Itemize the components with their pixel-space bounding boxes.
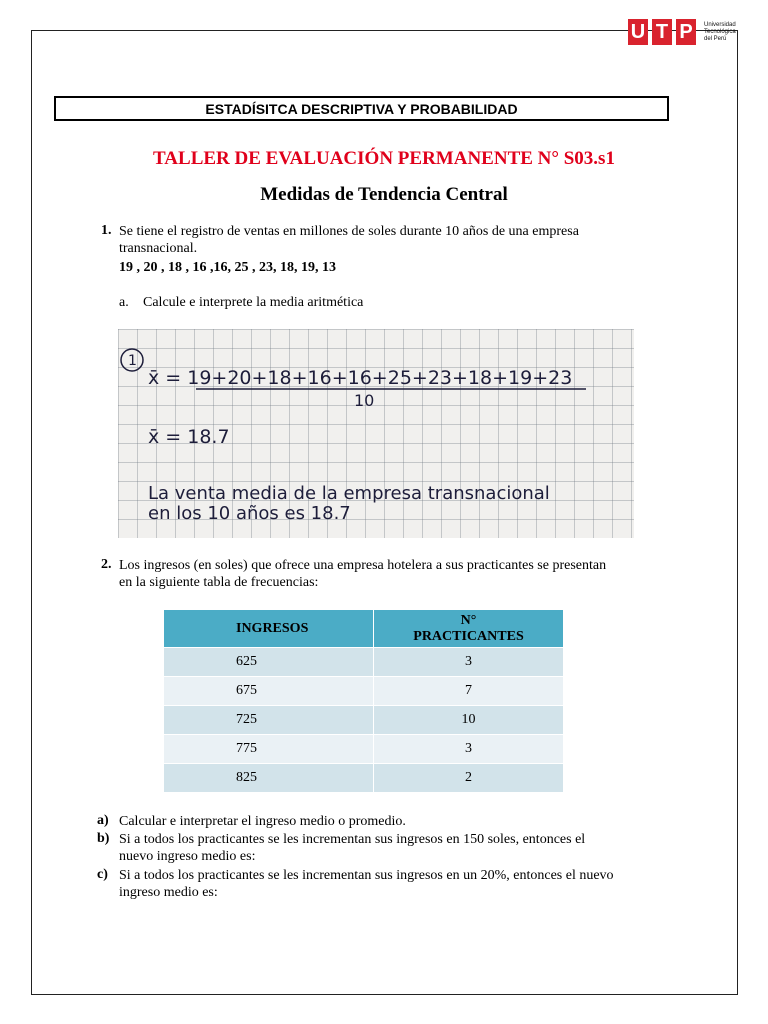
table-row — [164, 706, 564, 735]
logo-university-name — [704, 22, 744, 43]
question-1-line-1: Se tiene el registro de ventas en millones de soles durante 10 años de una empresa — [119, 224, 579, 239]
question-2-number: 2. — [101, 557, 112, 572]
logo-line-2: Tecnológica — [704, 28, 736, 35]
cell-ingreso: 625 — [164, 648, 374, 677]
handwriting-formula: x̄ = 19+20+18+16+16+25+23+18+19+23 — [148, 367, 573, 389]
column-header-ingresos: INGRESOS — [164, 610, 374, 648]
cell-ingreso: 775 — [164, 735, 374, 764]
option-a-text: Calcular e interpretar el ingreso medio o promedio. — [119, 814, 406, 829]
logo-line-3: del Perú — [704, 35, 727, 42]
question-1-part-a: Calcule e interprete la media aritmética — [143, 295, 364, 310]
logo-letter-t: T — [652, 19, 672, 45]
cell-practicantes: 3 — [374, 735, 564, 764]
option-b-letter: b) — [97, 831, 110, 846]
column-header-practicantes — [374, 610, 564, 648]
cell-practicantes: 2 — [374, 764, 564, 793]
question-1-part-a-letter: a. — [119, 295, 129, 310]
option-c-line-1: Si a todos los practicantes se les incrementan sus ingresos en un 20%, entonces el nuevo — [119, 868, 614, 883]
table-header-row — [164, 610, 564, 648]
logo-letter-p: P — [676, 19, 696, 45]
handwriting-denominator: 10 — [354, 391, 375, 410]
question-1-line-2: transnacional. — [119, 241, 198, 256]
column-header-practicantes-line-1: N° — [460, 612, 477, 628]
question-2-line-1: Los ingresos (en soles) que ofrece una empresa hotelera a sus practicantes se presentan — [119, 558, 607, 573]
logo-letter-u: U — [628, 19, 648, 45]
table-row — [164, 677, 564, 706]
question-1-data: 19 , 20 , 18 , 16 ,16, 25 , 23, 18, 19, 13 — [119, 260, 336, 275]
table-row — [164, 735, 564, 764]
option-a-letter: a) — [97, 813, 109, 828]
cell-ingreso: 675 — [164, 677, 374, 706]
handwriting-svg — [118, 329, 634, 538]
handwritten-solution-photo — [118, 329, 634, 538]
cell-practicantes: 3 — [374, 648, 564, 677]
handwriting-result: x̄ = 18.7 — [148, 426, 230, 448]
question-2-line-2: en la siguiente tabla de frecuencias: — [119, 575, 319, 590]
frequency-table — [163, 609, 564, 793]
handwriting-conclusion-2: en los 10 años es 18.7 — [148, 503, 351, 524]
subject-header: ESTADÍSITCA DESCRIPTIVA Y PROBABILIDAD — [54, 96, 669, 121]
table-row — [164, 648, 564, 677]
cell-ingreso: 825 — [164, 764, 374, 793]
utp-logo — [628, 18, 744, 46]
option-c-line-2: ingreso medio es: — [119, 885, 218, 900]
page-title: TALLER DE EVALUACIÓN PERMANENTE N° S03.s1 — [153, 148, 615, 169]
logo-line-1: Universidad — [704, 21, 736, 28]
column-header-practicantes-line-2: PRACTICANTES — [413, 628, 524, 644]
page-subtitle: Medidas de Tendencia Central — [260, 184, 508, 205]
cell-ingreso: 725 — [164, 706, 374, 735]
option-b-line-1: Si a todos los practicantes se les incrementan sus ingresos en 150 soles, entonces el — [119, 832, 586, 847]
table-row — [164, 764, 564, 793]
option-c-letter: c) — [97, 867, 108, 882]
handwriting-circle-number: 1 — [128, 353, 137, 369]
question-1-number: 1. — [101, 223, 112, 238]
cell-practicantes: 7 — [374, 677, 564, 706]
option-b-line-2: nuevo ingreso medio es: — [119, 849, 256, 864]
cell-practicantes: 10 — [374, 706, 564, 735]
handwriting-conclusion-1: La venta media de la empresa transnacional — [148, 483, 550, 504]
